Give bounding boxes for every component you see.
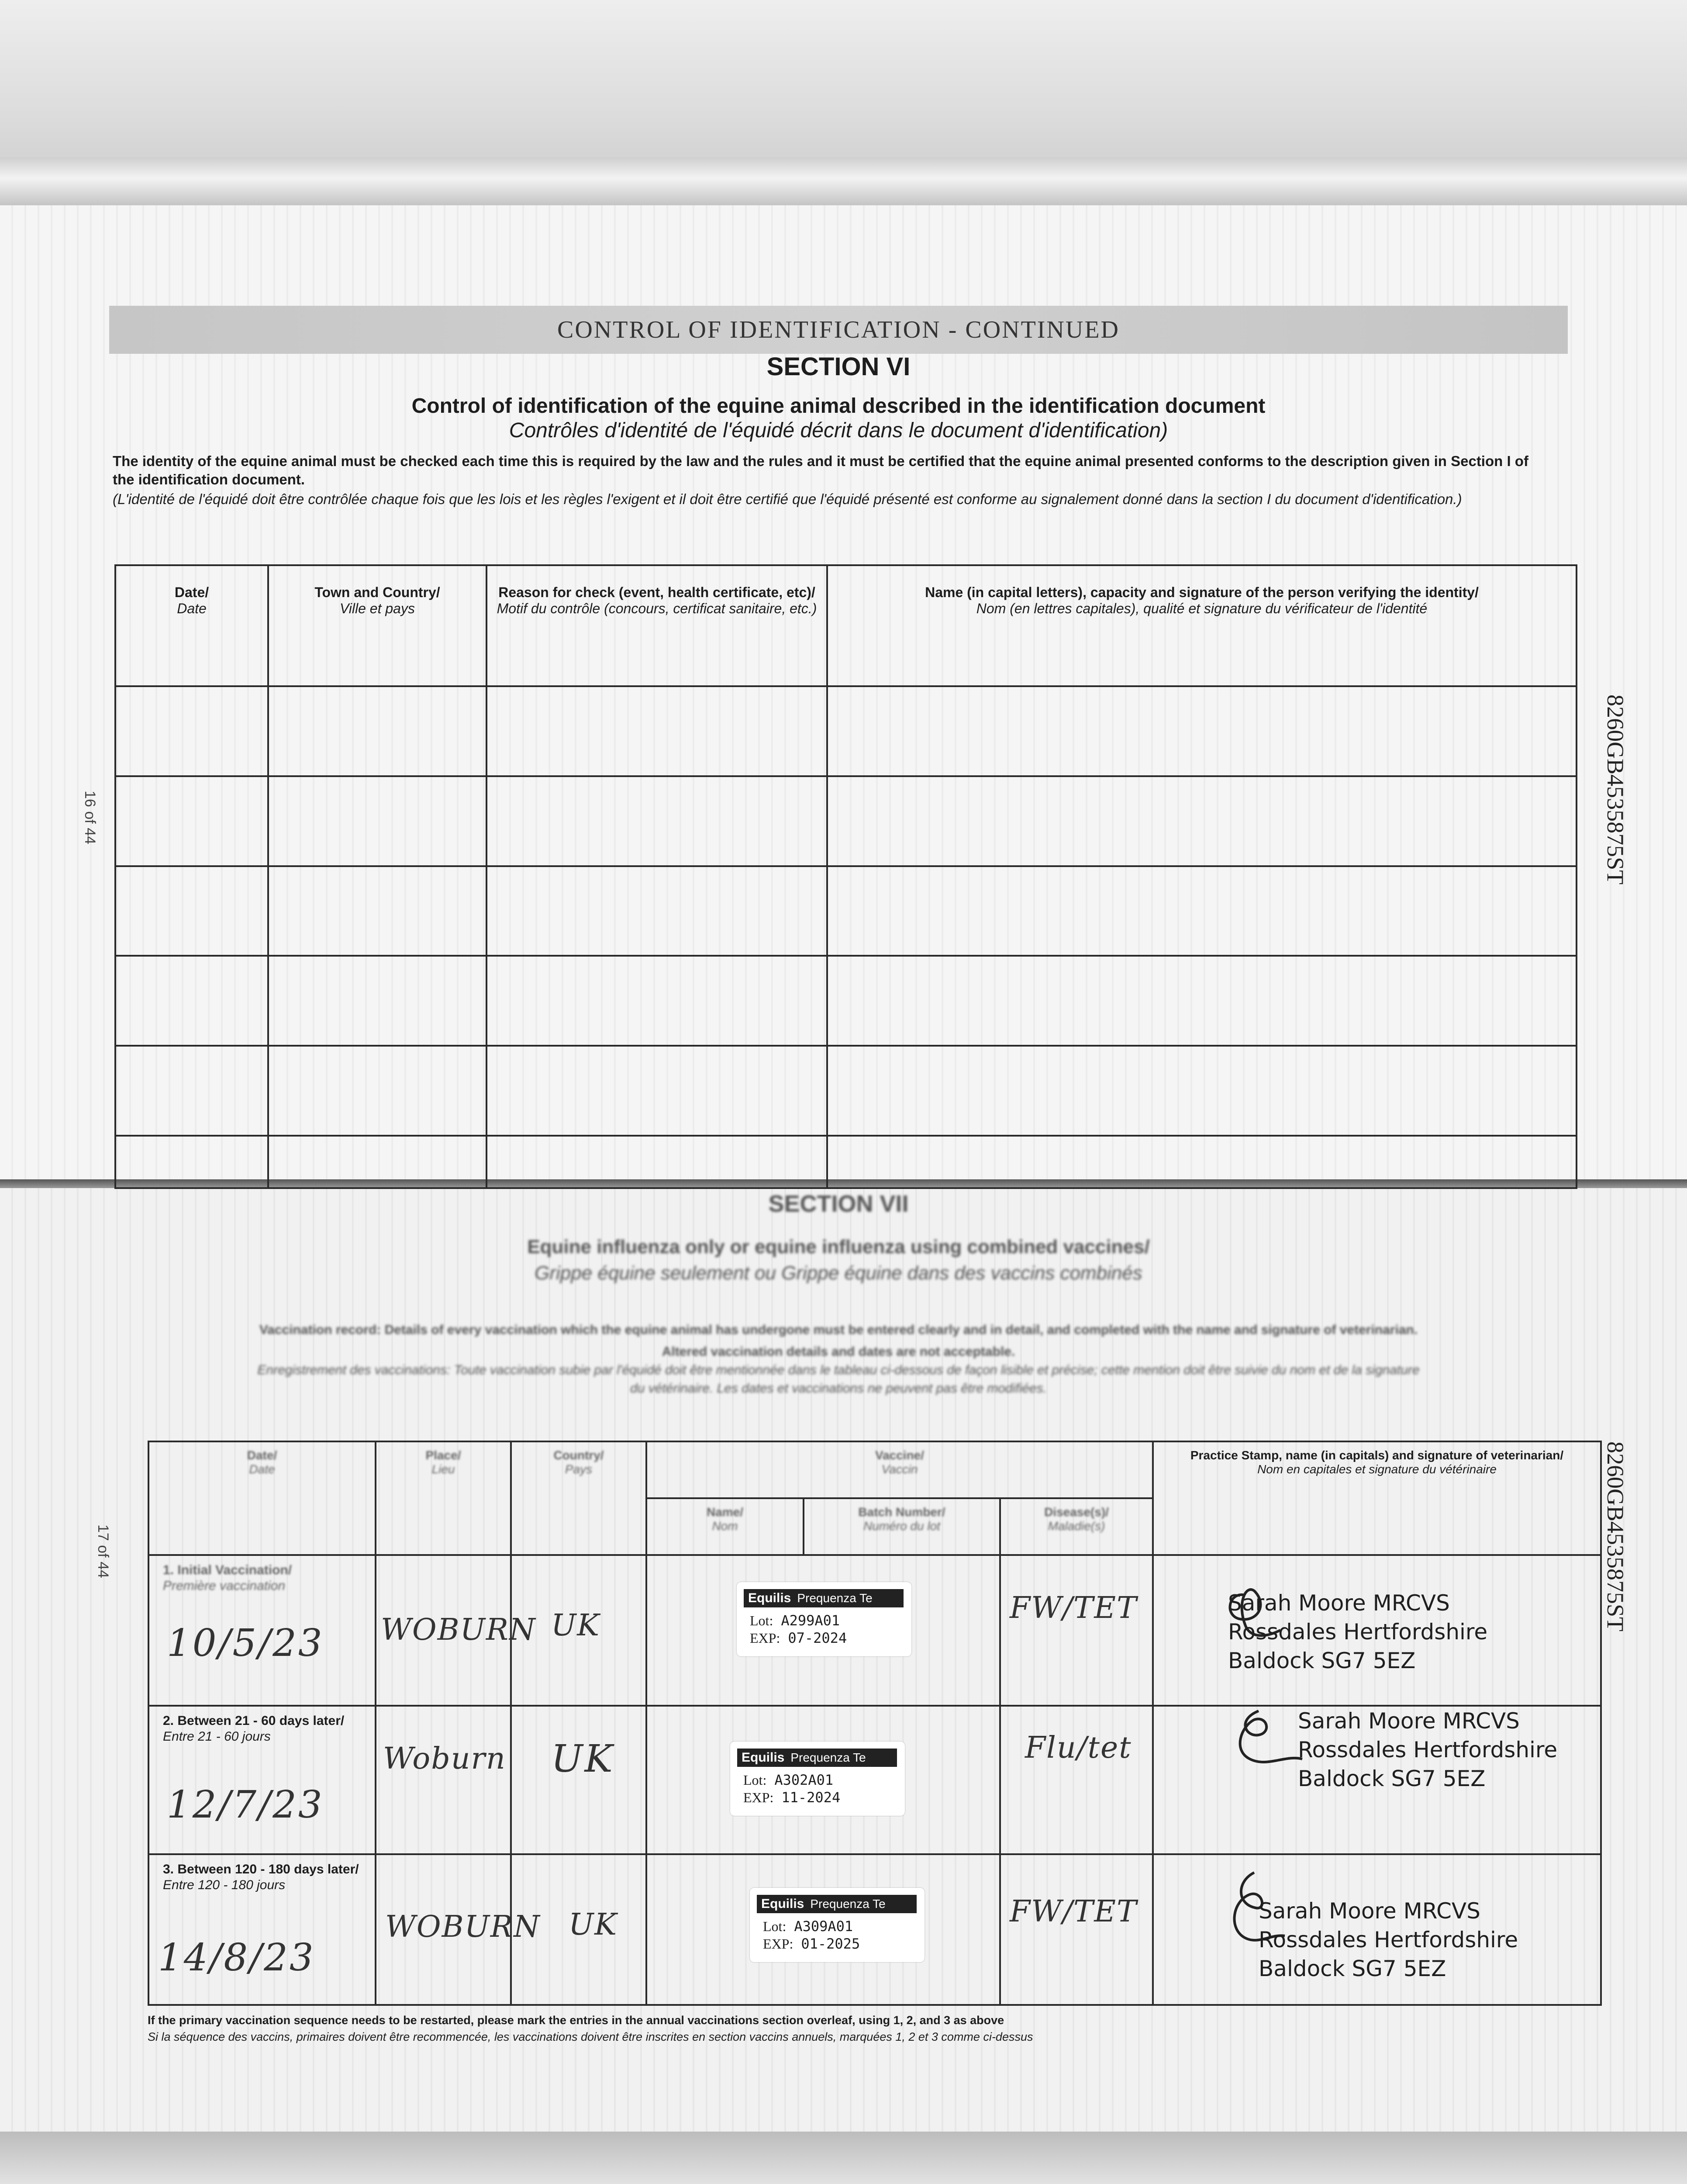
col-vaccine: Vaccine/ Vaccin — [646, 1441, 1153, 1498]
handwritten-place: Woburn — [383, 1742, 506, 1776]
table-cell[interactable] — [268, 1046, 486, 1136]
stamp-cell[interactable] — [1153, 1555, 1601, 1706]
table-row — [115, 956, 1577, 1046]
footer-note: If the primary vaccination sequence needs to be restarted, please mark the entries in the annual vaccinations section overleaf, using 1, 2, and 3 as above — [148, 2014, 1004, 2027]
passport-number: 8260GB4535875ST — [1602, 695, 1628, 885]
sticker-lot: Lot: A309A01 EXP: 01-2025 — [763, 1918, 860, 1952]
vaccine-sticker — [750, 1888, 925, 1962]
table-cell[interactable] — [268, 956, 486, 1046]
handwritten-place: WOBURN — [385, 1910, 541, 1944]
country-cell[interactable] — [511, 1854, 646, 2005]
table-cell[interactable] — [486, 956, 827, 1046]
col-country: Country/ Pays — [511, 1441, 646, 1555]
country-cell[interactable] — [511, 1555, 646, 1706]
table-row — [115, 1136, 1577, 1188]
vet-stamp: Sarah Moore MRCVS Rossdales Hertfordshire Baldock SG7 5EZ — [1298, 1708, 1558, 1791]
vaccine-label-cell[interactable] — [646, 1555, 1000, 1706]
row-label: 3. Between 120 - 180 days later/ Entre 120 - 180 jours — [163, 1862, 359, 1892]
sticker-header: Equilis Prequenza Te — [737, 1749, 897, 1767]
col-reason: Reason for check (event, health certificate, etc)/ Motif du contrôle (concours, certificat sanitaire, etc.) — [486, 565, 827, 686]
passport-number: 8260GB4535875ST — [1602, 1441, 1628, 1632]
date-cell[interactable] — [148, 1706, 376, 1854]
disease-cell[interactable] — [1000, 1854, 1153, 2005]
vet-stamp: Sarah Moore MRCVS Rossdales Hertfordshire Baldock SG7 5EZ — [1228, 1590, 1488, 1673]
vaccine-label-cell[interactable] — [646, 1854, 1000, 2005]
signature — [1219, 1702, 1307, 1776]
section-banner — [109, 306, 1568, 354]
section-vi-subtitle-fr: Contrôles d'identité de l'équidé décrit dans le document d'identification) — [509, 419, 1168, 442]
handwritten-date: 14/8/23 — [158, 1936, 315, 1980]
section-vi-intro-fr: (L'identité de l'équidé doit être contrôlée chaque fois que les lois et les règles l'exigent et il doit être certifié que l'équidé présenté est conforme au signalement donné dans la section I du document d'identification.) — [113, 491, 1462, 507]
handwritten-place: WOBURN — [381, 1613, 536, 1647]
col-place: Place/ Lieu — [376, 1441, 511, 1555]
table-cell[interactable] — [827, 1046, 1577, 1136]
table-cell[interactable] — [115, 866, 268, 956]
table-cell[interactable] — [486, 686, 827, 776]
col-verifier: Name (in capital letters), capacity and signature of the person verifying the identity/ Nom (en lettres capitales), qualité et signature du vérificateur de l'identité — [827, 565, 1577, 686]
col-date: Date/ Date — [115, 565, 268, 686]
section-vii-subtitle: Equine influenza only or equine influenza using combined vaccines/ — [527, 1236, 1150, 1258]
table-cell[interactable] — [486, 1136, 827, 1188]
sticker-header: Equilis Prequenza Te — [744, 1589, 904, 1607]
table-cell[interactable] — [268, 776, 486, 866]
handwritten-country: UK — [569, 1908, 618, 1942]
table-row — [148, 1854, 1601, 2005]
section-vi-subtitle: Control of identification of the equine animal described in the identification document — [411, 394, 1266, 418]
table-row — [148, 1555, 1601, 1706]
table-cell[interactable] — [827, 686, 1577, 776]
table-row — [115, 686, 1577, 776]
col-disease: Disease(s)/ Maladie(s) — [1000, 1498, 1153, 1555]
table-row — [115, 776, 1577, 866]
vaccine-sticker — [730, 1742, 905, 1816]
table-header-row — [148, 1441, 1601, 1498]
table-row — [115, 866, 1577, 956]
section-vii-intro-note: Altered vaccination details and dates are not acceptable. — [662, 1344, 1015, 1359]
col-stamp: Practice Stamp, name (in capitals) and signature of veterinarian/ Nom en capitales et signature du vétérinaire — [1153, 1441, 1601, 1555]
row-label: 1. Initial Vaccination/ Première vaccination — [163, 1563, 292, 1593]
table-cell[interactable] — [486, 866, 827, 956]
vaccine-label-cell[interactable] — [646, 1706, 1000, 1854]
handwritten-disease: FW/TET — [1010, 1591, 1138, 1625]
section-vi-title: SECTION VI — [766, 352, 911, 381]
table-row — [148, 1706, 1601, 1854]
table-row — [115, 1046, 1577, 1136]
row-label: 2. Between 21 - 60 days later/ Entre 21 - 60 jours — [163, 1714, 345, 1744]
disease-cell[interactable] — [1000, 1555, 1153, 1706]
table-cell[interactable] — [115, 686, 268, 776]
place-cell[interactable] — [376, 1706, 511, 1854]
table-cell[interactable] — [486, 1046, 827, 1136]
date-cell[interactable] — [148, 1555, 376, 1706]
handwritten-country: UK — [551, 1608, 600, 1643]
table-cell[interactable] — [268, 686, 486, 776]
table-cell[interactable] — [268, 1136, 486, 1188]
section-vii-intro: Vaccination record: Details of every vaccination which the equine animal has undergone must be entered clearly and in detail, and completed with the name and signature of veterinarian. — [259, 1323, 1418, 1337]
handwritten-disease: Flu/tet — [1025, 1731, 1132, 1765]
section-vii-subtitle-fr: Grippe équine seulement ou Grippe équine dans des vaccins combinés — [535, 1262, 1142, 1284]
date-cell[interactable] — [148, 1854, 376, 2005]
vet-stamp: Sarah Moore MRCVS Rossdales Hertfordshire Baldock SG7 5EZ — [1259, 1898, 1518, 1981]
section-vii-title: SECTION VII — [768, 1191, 909, 1217]
handwritten-date: 12/7/23 — [167, 1783, 324, 1827]
disease-cell[interactable] — [1000, 1706, 1153, 1854]
section-vii-intro-fr: Enregistrement des vaccinations: Toute vaccination subie par l'équidé doit être mentionnée dans le tableau ci-dessous de façon lisible et précise; cette mention doit être suivie du nom et de la signature — [257, 1363, 1420, 1377]
handwritten-country: UK — [551, 1737, 614, 1781]
table-cell[interactable] — [827, 956, 1577, 1046]
sticker-lot: Lot: A302A01 EXP: 11-2024 — [743, 1772, 841, 1806]
handwritten-disease: FW/TET — [1010, 1894, 1138, 1929]
section-vii-intro-fr-2: du vétérinaire. Les dates et vaccinations ne peuvent pas être modifiées. — [630, 1381, 1047, 1396]
section-vi-intro: The identity of the equine animal must be checked each time this is required by the law and the rules and it must be certified that the equine animal presented conforms to the description given in Section I of the identification document. — [113, 453, 1528, 487]
page-number: 17 of 44 — [95, 1524, 111, 1578]
sleeve-edge — [0, 157, 1687, 210]
country-cell[interactable] — [511, 1706, 646, 1854]
stamp-cell[interactable] — [1153, 1706, 1601, 1854]
stamp-cell[interactable] — [1153, 1854, 1601, 2005]
vaccination-table — [148, 1441, 1602, 2006]
table-cell[interactable] — [827, 866, 1577, 956]
col-town-country: Town and Country/ Ville et pays — [268, 565, 486, 686]
vaccine-sticker — [737, 1582, 911, 1656]
col-batch-number: Batch Number/ Numéro du lot — [804, 1498, 1000, 1555]
table-cell[interactable] — [115, 1046, 268, 1136]
col-date: Date/ Date — [148, 1441, 376, 1555]
sticker-lot: Lot: A299A01 EXP: 07-2024 — [750, 1612, 847, 1646]
col-vaccine-name: Name/ Nom — [646, 1498, 804, 1555]
banner-text: CONTROL OF IDENTIFICATION - CONTINUED — [557, 316, 1120, 343]
sticker-header: Equilis Prequenza Te — [757, 1895, 917, 1913]
table-cell[interactable] — [115, 1136, 268, 1188]
table-cell[interactable] — [115, 776, 268, 866]
table-cell[interactable] — [486, 776, 827, 866]
place-cell[interactable] — [376, 1854, 541, 2005]
table-cell[interactable] — [115, 956, 268, 1046]
table-cell[interactable] — [268, 866, 486, 956]
page-number: 16 of 44 — [82, 791, 98, 844]
identification-check-table — [114, 564, 1577, 1189]
table-cell[interactable] — [827, 776, 1577, 866]
place-cell[interactable] — [376, 1555, 536, 1706]
passport-sleeve-bottom — [0, 2132, 1687, 2184]
table-cell[interactable] — [827, 1136, 1577, 1188]
handwritten-date: 10/5/23 — [167, 1621, 324, 1665]
table-header-row — [115, 565, 1577, 686]
footer-note-fr: Si la séquence des vaccins, primaires doivent être recommencée, les vaccinations doivent être inscrites en section vaccins annuels, marquées 1, 2 et 3 comme ci-dessus — [148, 2030, 1033, 2043]
